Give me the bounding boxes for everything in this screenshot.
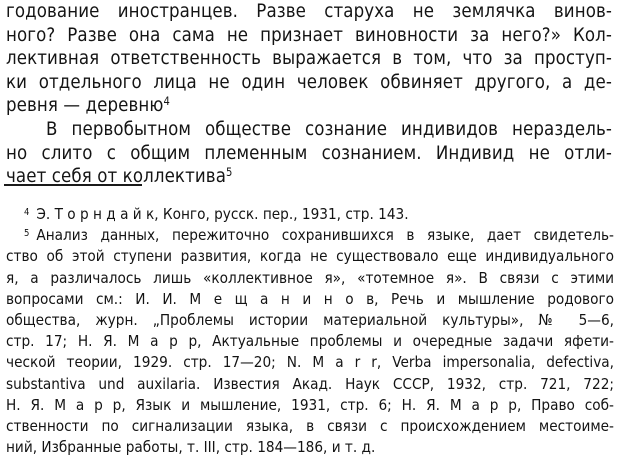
footnote-line: ческой теории, 1929. стр. 17—20; N. M a r r, Verba impersonalia, defectiva,	[6, 353, 614, 372]
footnote-line: ственности по сигнализации языка, в связи с происхождением местоиме-	[6, 416, 614, 435]
footnote-mark: 4	[24, 206, 30, 218]
main-text	[6, 0, 612, 189]
text-line: ки отдельного лица не один человек обвиняет другого, а де-	[6, 71, 612, 93]
footnote-text: Э. Т о р н д а й к, Конго, русск. пер., 1931, стр. 143.	[36, 205, 409, 223]
footnotes	[6, 204, 614, 458]
footnote-ref-4: 4	[163, 95, 170, 109]
text-line: ного? Разве она сама не признает виновности за него?» Кол-	[6, 24, 612, 46]
text-line	[6, 94, 612, 118]
text-line-content: чает себя от коллектива	[6, 166, 226, 188]
text-line: В первобытном обществе сознание индивидов нераздель-	[46, 118, 612, 140]
footnote-separator	[4, 184, 142, 186]
text-line-content: ревня — деревню	[6, 95, 164, 117]
footnote-line: вопросами см.: И. И. М е щ а н и н о в, Речь и мышление родового	[6, 289, 614, 308]
footnote-line: Н. Я. М а р р, Язык и мышление, 1931, стр. 6; Н. Я. М а р р, Право соб-	[6, 395, 614, 414]
footnote-line: substantiva und auxilaria. Известия Акад. Наук СССР, 1932, стр. 721, 722;	[6, 374, 614, 393]
text-line: годование иностранцев. Разве старуха не землячка винов-	[6, 1, 612, 22]
footnote-4	[6, 204, 614, 225]
text-line: но слито с общим племенным сознанием. Индивид не отли-	[6, 142, 612, 164]
footnote-text: Анализ данных, пережиточно сохранившихся в языке, дает свидетель-	[36, 226, 614, 245]
footnote-line: стр. 17; Н. Я. М а р р, Актуальные проблемы и очередные задачи яфети-	[6, 332, 614, 351]
footnote-line: ство об этой ступени развития, когда не существовало еще индивидуального	[6, 247, 614, 266]
footnote-ref-5: 5	[226, 166, 233, 180]
footnote-mark: 5	[24, 227, 30, 239]
footnote-line: ний, Избранные работы, т. III, стр. 184—186, и т. д.	[6, 438, 376, 457]
footnote-line: общества, журн. „Проблемы истории материальной культуры», № 5—6,	[6, 310, 614, 329]
footnote-5	[6, 225, 614, 246]
footnote-line: я, а различалось лишь «коллективное я», «тотемное я». В связи с этими	[6, 268, 614, 287]
text-line: лективная ответственность выражается в том, что за проступ-	[6, 48, 612, 70]
